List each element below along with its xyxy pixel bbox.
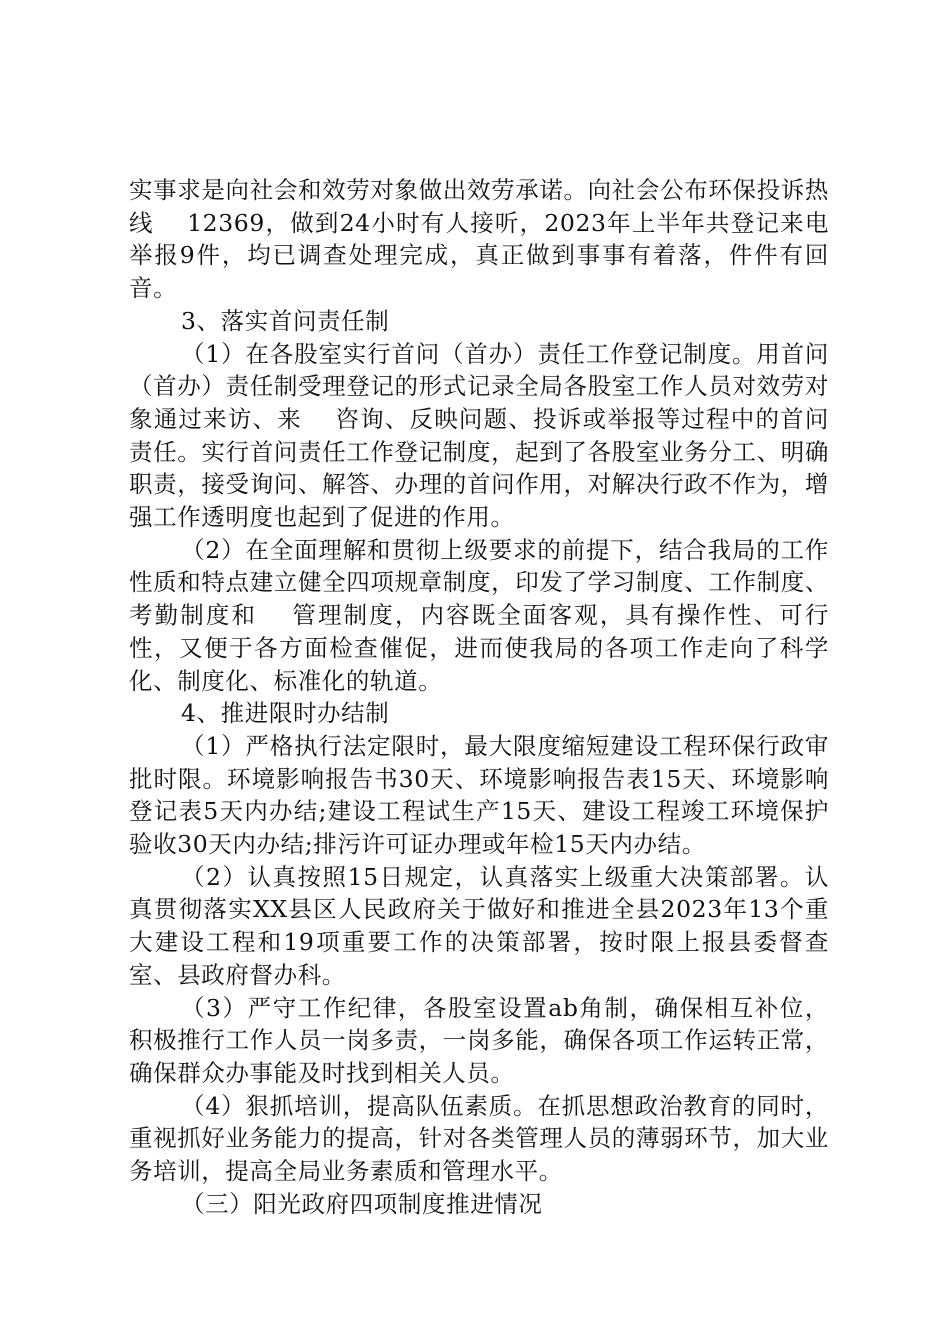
- paragraph-hotline: 实事求是向社会和效劳对象做出效劳承诺。向社会公布环保投诉热线 12369，做到24小时有人接听，2023年上半年共登记来电举报9件，均已调查处理完成，真正做到事事有着落，件件有回音。: [129, 176, 829, 303]
- paragraph-first-inquiry-1: （1）在各股室实行首问（首办）责任工作登记制度。用首问（首办）责任制受理登记的形式记录全局各股室工作人员对效劳对象通过来访、来 咨询、反映问题、投诉或举报等过程中的首问责任。实行首问责任工作登记制度，起到了各股室业务分工、明确职责，接受询问、解答、办理的首问作用，对解决行政不作为，增强工作透明度也起到了促进的作用。: [129, 339, 829, 532]
- paragraph-time-limit-1: （1）严格执行法定限时，最大限度缩短建设工程环保行政审批时限。环境影响报告书30天、环境影响报告表15天、环境影响登记表5天内办结;建设工程试生产15天、建设工程竣工环境保护验收30天内办结;排污许可证办理或年检15天内办结。: [129, 731, 829, 859]
- document-page: [129, 174, 829, 1221]
- heading-sunshine-government: （三）阳光政府四项制度推进情况: [181, 1189, 543, 1218]
- paragraph-first-inquiry-2: （2）在全面理解和贯彻上级要求的前提下，结合我局的工作性质和特点建立健全四项规章制度，印发了学习制度、工作制度、考勤制度和 管理制度，内容既全面客观，具有操作性、可行性，又便于各方面检查催促，进而使我局的各项工作走向了科学化、制度化、标准化的轨道。: [129, 535, 829, 695]
- heading-time-limit: 4、推进限时办结制: [181, 699, 390, 728]
- paragraph-time-limit-2: （2）认真按照15日规定，认真落实上级重大决策部署。认真贯彻落实XX县区人民政府关于做好和推进全县2023年13个重大建设工程和19项重要工作的决策部署，按时限上报县委督查室、县政府督办科。: [129, 862, 829, 989]
- paragraph-time-limit-4: （4）狠抓培训，提高队伍素质。在抓思想政治教育的同时，重视抓好业务能力的提高，针对各类管理人员的薄弱环节，加大业务培训，提高全局业务素质和管理水平。: [129, 1091, 829, 1186]
- paragraph-time-limit-3: （3）严守工作纪律，各股室设置ab角制，确保相互补位，积极推行工作人员一岗多责，一岗多能，确保各项工作运转正常，确保群众办事能及时找到相关人员。: [129, 993, 829, 1087]
- heading-first-inquiry: 3、落实首问责任制: [181, 306, 390, 335]
